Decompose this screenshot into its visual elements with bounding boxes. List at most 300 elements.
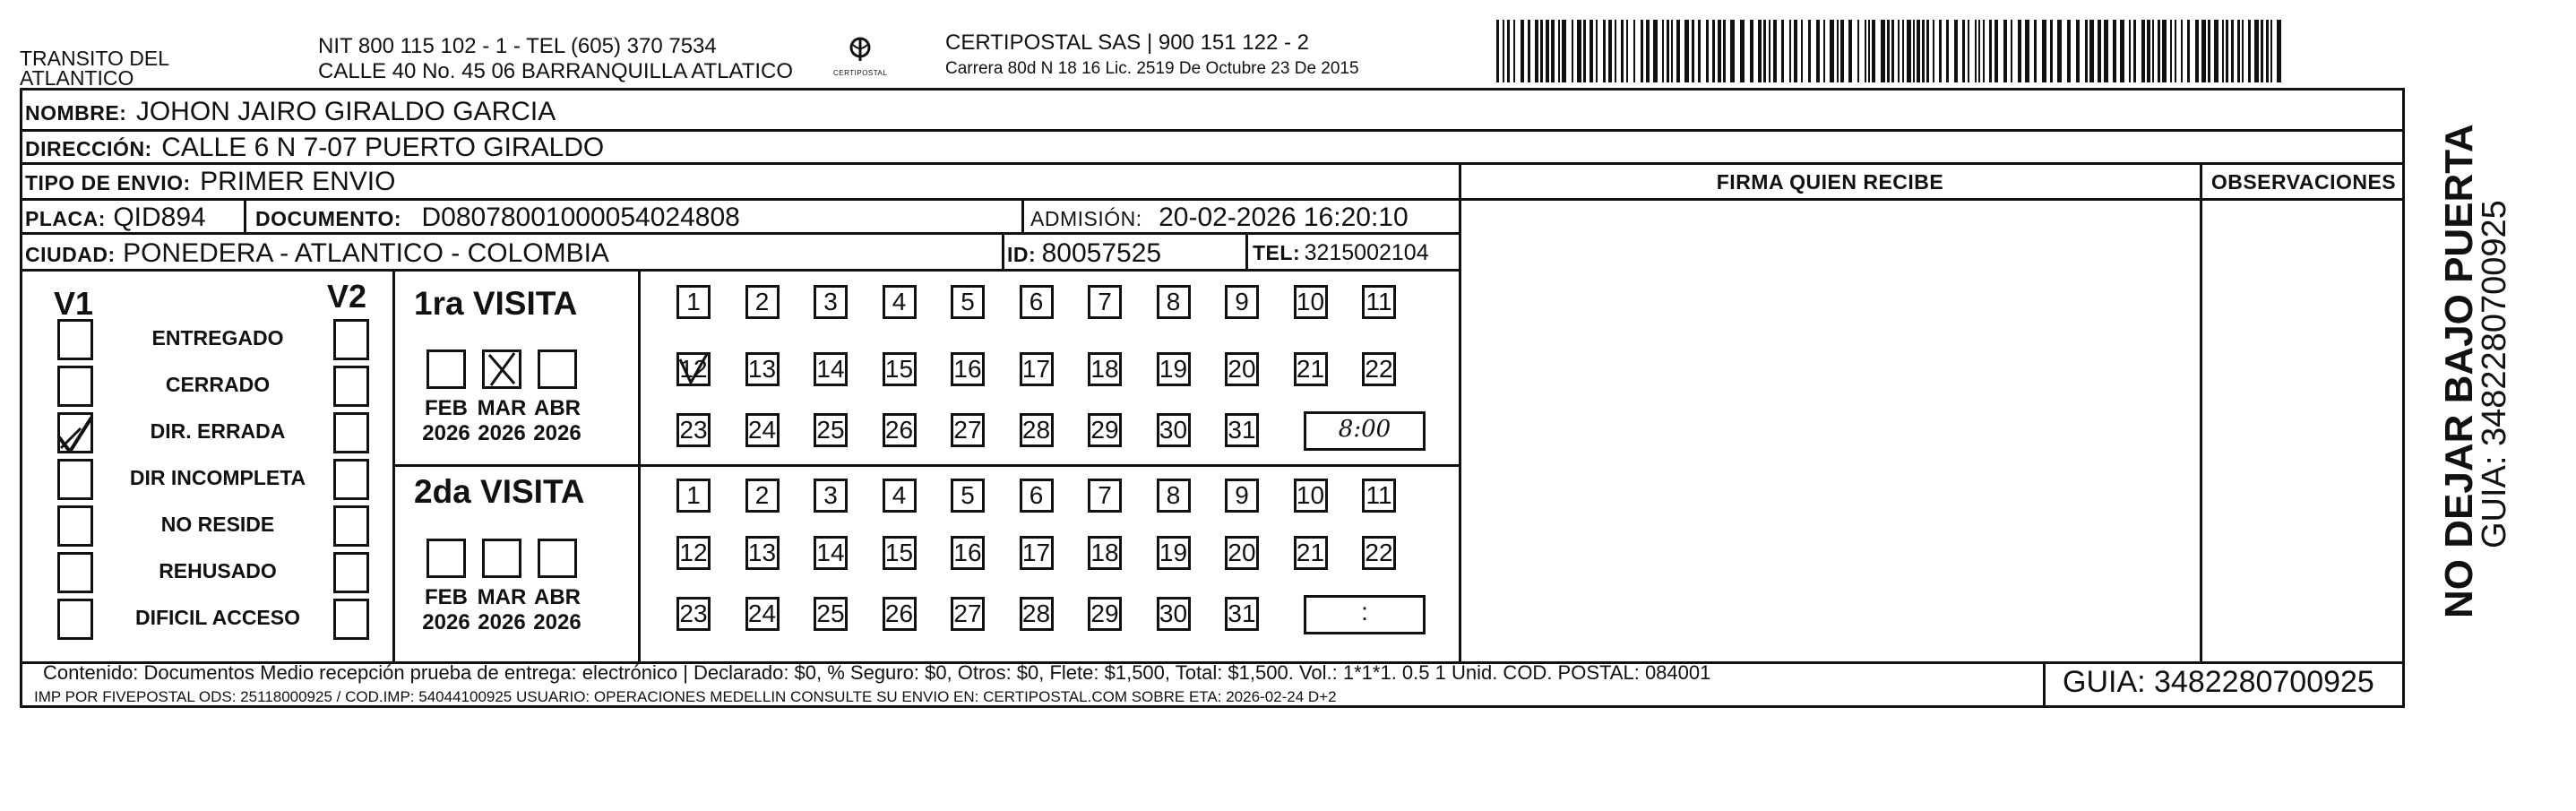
day-number: 18	[1090, 539, 1119, 566]
day-box[interactable]	[814, 479, 848, 513]
day-number: 30	[1159, 600, 1188, 627]
day-box[interactable]	[883, 285, 917, 319]
day-number: 10	[1296, 481, 1325, 509]
v1-checkbox[interactable]	[57, 366, 93, 407]
day-box[interactable]	[883, 597, 917, 631]
day-box[interactable]	[1225, 413, 1259, 447]
ciudad-label: CIUDAD:	[25, 243, 116, 266]
day-box[interactable]	[1294, 285, 1328, 319]
barcode-bar	[1698, 20, 1701, 82]
day-box[interactable]	[951, 285, 985, 319]
barcode-bar	[1608, 20, 1612, 82]
id-field	[1007, 238, 1161, 269]
day-box[interactable]	[883, 413, 917, 447]
month-checkbox[interactable]	[426, 349, 466, 389]
barcode-bar	[1621, 20, 1624, 82]
no-dejar-bajo-puerta: NO DEJAR BAJO PUERTA	[2437, 124, 2481, 618]
day-box[interactable]	[951, 597, 985, 631]
day-box[interactable]	[1020, 285, 1054, 319]
barcode-bar	[1528, 20, 1530, 82]
barcode-bar	[1572, 20, 1573, 82]
day-box[interactable]	[1157, 479, 1191, 513]
barcode-bar	[1865, 20, 1866, 82]
day-box[interactable]	[1020, 479, 1054, 513]
day-number: 10	[1296, 288, 1325, 315]
barcode-bar	[2231, 20, 2234, 82]
day-box[interactable]	[1362, 352, 1396, 386]
month-label	[530, 396, 584, 446]
barcode-bar	[2277, 20, 2281, 82]
barcode-bar	[1994, 20, 1998, 82]
day-number: 23	[679, 416, 708, 444]
barcode-bar	[1513, 20, 1515, 82]
barcode-bar	[1723, 20, 1726, 82]
day-box[interactable]	[883, 352, 917, 386]
admision-label: ADMISIÓN:	[1030, 207, 1142, 230]
day-box[interactable]	[1020, 352, 1054, 386]
barcode-bar	[1816, 20, 1820, 82]
barcode-bar	[2003, 20, 2007, 82]
day-box[interactable]	[883, 536, 917, 570]
barcode-bar	[2266, 20, 2269, 82]
barcode-bar	[1857, 20, 1859, 82]
day-box[interactable]	[1157, 536, 1191, 570]
day-box[interactable]	[676, 536, 711, 570]
nombre-label: NOMBRE:	[25, 101, 127, 125]
barcode-bar	[2195, 20, 2199, 82]
month-checkbox[interactable]	[482, 349, 521, 389]
month-name: MAR	[477, 585, 527, 609]
barcode-bar	[2170, 20, 2172, 82]
barcode-bar	[1626, 20, 1628, 82]
v1-checkbox[interactable]	[57, 552, 93, 593]
barcode-bar	[1769, 20, 1770, 82]
barcode-bar	[1872, 20, 1875, 82]
day-number: 23	[679, 600, 708, 627]
logo-icon	[833, 34, 887, 65]
issuer-address-line: CALLE 40 No. 45 06 BARRANQUILLA ATLATICO	[318, 59, 794, 83]
barcode-bar	[2242, 20, 2244, 82]
barcode-bar	[2237, 20, 2240, 82]
contenido-line: Contenido: Documentos Medio recepción prueba de entrega: electrónico | Declarado: $0, % Seguro: $0, Otros: $0, Flete: $1,500, Total: $1,500. Vol.: 1*1*1. 0.5 1 Unid. COD. POSTAL: 084001	[43, 661, 1711, 684]
month-checkbox[interactable]	[538, 539, 577, 578]
barcode-bar	[1558, 20, 1560, 82]
barcode-bar	[2042, 20, 2046, 82]
x-mark-icon	[482, 349, 521, 389]
day-number: 5	[961, 481, 975, 509]
day-box[interactable]	[676, 597, 711, 631]
day-number: 9	[1235, 481, 1249, 509]
day-number: 4	[892, 481, 907, 509]
barcode-bar	[1789, 20, 1791, 82]
barcode-bar	[1907, 20, 1911, 82]
barcode-bar	[1946, 20, 1949, 82]
barcode-bar	[1546, 20, 1549, 82]
month-name: MAR	[477, 396, 527, 420]
month-label	[475, 585, 529, 635]
check-mark-icon	[676, 352, 711, 386]
day-number: 18	[1090, 355, 1119, 383]
day-number: 13	[747, 355, 777, 383]
day-box[interactable]	[1088, 285, 1122, 319]
day-box[interactable]	[1020, 413, 1054, 447]
day-number: 11	[1366, 481, 1392, 509]
admision-field	[1030, 203, 1409, 233]
barcode-bar	[1730, 20, 1735, 82]
day-box[interactable]	[1225, 597, 1259, 631]
license-line: Carrera 80d N 18 16 Lic. 2519 De Octubre 23 De 2015	[945, 59, 1359, 78]
barcode-bar	[2187, 20, 2190, 82]
barcode-bar	[2214, 20, 2218, 82]
barcode-bar	[2104, 20, 2108, 82]
day-number: 21	[1296, 539, 1325, 566]
barcode-bar	[2067, 20, 2071, 82]
logo-caption: CERTIPOSTAL	[833, 69, 888, 77]
second-visit-title: 2da VISITA	[414, 473, 585, 510]
day-number: 14	[816, 539, 845, 566]
day-number: 25	[816, 600, 845, 627]
nit-phone-line: NIT 800 115 102 - 1 - TEL (605) 370 7534	[318, 34, 717, 58]
day-number: 13	[747, 539, 777, 566]
barcode-bar	[1562, 20, 1566, 82]
footer-guia: GUIA: 3482280700925	[2063, 665, 2374, 699]
v2-label: V2	[327, 278, 367, 315]
time-box[interactable]	[1304, 595, 1426, 634]
day-number: 6	[1029, 288, 1044, 315]
day-box[interactable]	[1294, 479, 1328, 513]
day-number: 1	[686, 481, 701, 509]
month-checkbox[interactable]	[426, 539, 466, 578]
tel-value: 3215002104	[1304, 240, 1429, 265]
v2-checkbox[interactable]	[333, 459, 369, 500]
day-number: 7	[1098, 481, 1112, 509]
day-number: 15	[884, 539, 914, 566]
day-box[interactable]	[1294, 352, 1328, 386]
time-value: 8:00	[1338, 416, 1391, 443]
v1-checkbox[interactable]	[57, 412, 93, 453]
barcode-bar	[1830, 20, 1834, 82]
day-box[interactable]	[814, 413, 848, 447]
day-number: 24	[747, 416, 777, 444]
day-number: 14	[816, 355, 845, 383]
barcode-bar	[1750, 20, 1753, 82]
barcode-bar	[1646, 20, 1650, 82]
day-number: 20	[1228, 539, 1256, 566]
barcode-bar	[2248, 20, 2251, 82]
v2-checkbox[interactable]	[333, 505, 369, 547]
day-box[interactable]	[1362, 479, 1396, 513]
tipo-envio-value: PRIMER ENVIO	[200, 167, 396, 196]
day-box[interactable]	[951, 352, 985, 386]
day-box[interactable]	[951, 413, 985, 447]
barcode-bar	[2076, 20, 2080, 82]
day-box[interactable]	[814, 285, 848, 319]
barcode-bar	[1891, 20, 1894, 82]
barcode-bar	[1676, 20, 1680, 82]
status-label: ENTREGADO	[151, 326, 284, 349]
tel-field	[1253, 240, 1429, 266]
barcode-bar	[1887, 20, 1890, 82]
first-visit-title: 1ra VISITA	[414, 285, 578, 322]
barcode-bar	[2226, 20, 2228, 82]
day-number: 16	[953, 539, 982, 566]
status-label: NO RESIDE	[160, 513, 275, 536]
day-number: 2	[754, 288, 770, 315]
direccion-value: CALLE 6 N 7-07 PUERTO GIRALDO	[161, 133, 605, 162]
barcode-bar	[1758, 20, 1762, 82]
month-year: 2026	[478, 610, 526, 634]
barcode-bar	[1975, 20, 1977, 82]
barcode-bar	[2147, 20, 2150, 82]
month-label	[530, 585, 584, 635]
day-box[interactable]	[745, 536, 780, 570]
barcode-bar	[1503, 20, 1504, 82]
barcode-bar	[1641, 20, 1643, 82]
status-label: REHUSADO	[159, 559, 277, 582]
barcode-bar	[2152, 20, 2154, 82]
barcode-bar	[2201, 20, 2206, 82]
month-checkbox[interactable]	[538, 349, 577, 389]
day-box[interactable]	[745, 352, 780, 386]
time-box[interactable]	[1304, 411, 1426, 451]
day-number: 17	[1021, 539, 1051, 566]
barcode-bar	[1933, 20, 1934, 82]
issuer-name-line2: ATLANTICO	[20, 66, 134, 90]
day-box[interactable]	[745, 479, 780, 513]
day-number: 3	[823, 288, 838, 315]
day-box[interactable]	[1088, 479, 1122, 513]
day-number: 29	[1090, 600, 1119, 627]
side-guia: GUIA: 3482280700925	[2476, 200, 2513, 548]
barcode-bar	[2129, 20, 2131, 82]
id-value: 80057525	[1041, 238, 1162, 268]
month-year: 2026	[533, 421, 582, 445]
month-label	[419, 585, 473, 635]
month-name: FEB	[425, 585, 468, 609]
barcode-bar	[1962, 20, 1965, 82]
barcode-bar	[1653, 20, 1658, 82]
day-box[interactable]	[1362, 536, 1396, 570]
barcode-bar	[1902, 20, 1904, 82]
day-box[interactable]	[883, 479, 917, 513]
month-checkbox[interactable]	[482, 539, 521, 578]
documento-field	[255, 203, 740, 233]
barcode-bar	[1983, 20, 1985, 82]
barcode-bar	[1968, 20, 1969, 82]
tel-label: TEL:	[1253, 241, 1301, 264]
day-box[interactable]	[1020, 536, 1054, 570]
day-box[interactable]	[1088, 413, 1122, 447]
ciudad-field	[25, 238, 609, 269]
day-number: 28	[1021, 600, 1051, 627]
day-box[interactable]	[745, 285, 780, 319]
day-box[interactable]	[745, 413, 780, 447]
v1-checkbox[interactable]	[57, 599, 93, 640]
day-number: 25	[816, 416, 845, 444]
month-name: ABR	[534, 585, 581, 609]
day-number: 22	[1365, 539, 1393, 566]
tipo-envio-field	[25, 167, 395, 197]
v1-checkbox[interactable]	[57, 505, 93, 547]
id-label: ID:	[1007, 243, 1037, 266]
barcode-bar	[1667, 20, 1669, 82]
day-number: 8	[1166, 288, 1181, 315]
v2-checkbox[interactable]	[333, 552, 369, 593]
day-number: 17	[1021, 355, 1051, 383]
day-number: 20	[1228, 355, 1256, 383]
nombre-field	[25, 97, 556, 127]
barcode-bar	[1989, 20, 1992, 82]
day-box[interactable]	[1157, 352, 1191, 386]
barcode-bar	[2141, 20, 2145, 82]
day-number: 22	[1365, 355, 1393, 383]
barcode-bar	[1718, 20, 1721, 82]
v2-checkbox[interactable]	[333, 412, 369, 453]
day-number: 1	[686, 288, 701, 315]
day-box[interactable]	[1157, 597, 1191, 631]
barcode	[1496, 20, 2285, 82]
barcode-bar	[1596, 20, 1598, 82]
day-box[interactable]	[1020, 597, 1054, 631]
day-number: 6	[1029, 481, 1044, 509]
barcode-bar	[1507, 20, 1510, 82]
barcode-bar	[2113, 20, 2116, 82]
barcode-bar	[2050, 20, 2053, 82]
barcode-bar	[2133, 20, 2136, 82]
day-box[interactable]	[745, 597, 780, 631]
month-year: 2026	[422, 421, 470, 445]
placa-field	[25, 203, 206, 233]
barcode-bar	[1823, 20, 1825, 82]
barcode-bar	[2158, 20, 2160, 82]
barcode-bar	[2034, 20, 2037, 82]
status-label: DIFICIL ACCESO	[134, 606, 300, 629]
barcode-bar	[1837, 20, 1839, 82]
day-box[interactable]	[1225, 536, 1259, 570]
day-number: 3	[823, 481, 838, 509]
barcode-bar	[2162, 20, 2167, 82]
day-box[interactable]	[814, 597, 848, 631]
day-box[interactable]	[1362, 285, 1396, 319]
barcode-bar	[2057, 20, 2062, 82]
barcode-bar	[1781, 20, 1784, 82]
day-number: 26	[884, 416, 914, 444]
barcode-bar	[1692, 20, 1694, 82]
barcode-bar	[1740, 20, 1745, 82]
day-box[interactable]	[1157, 413, 1191, 447]
status-label: DIR INCOMPLETA	[129, 466, 306, 489]
barcode-bar	[1684, 20, 1689, 82]
v2-checkbox[interactable]	[333, 366, 369, 407]
day-box[interactable]	[814, 352, 848, 386]
day-box[interactable]	[1088, 536, 1122, 570]
barcode-bar	[1590, 20, 1593, 82]
day-box[interactable]	[676, 352, 711, 386]
month-label	[419, 396, 473, 446]
time-value: :	[1361, 598, 1368, 626]
day-number: 8	[1166, 481, 1181, 509]
admision-value: 20-02-2026 16:20:10	[1159, 203, 1409, 232]
placa-value: QID894	[113, 203, 206, 232]
day-box[interactable]	[1225, 352, 1259, 386]
month-label	[475, 396, 529, 446]
barcode-bar	[1496, 20, 1499, 82]
day-number: 24	[747, 600, 777, 627]
barcode-bar	[1922, 20, 1925, 82]
barcode-bar	[2120, 20, 2124, 82]
barcode-bar	[2222, 20, 2224, 82]
barcode-bar	[2208, 20, 2210, 82]
day-box[interactable]	[1088, 597, 1122, 631]
day-box[interactable]	[1225, 285, 1259, 319]
barcode-bar	[1881, 20, 1885, 82]
day-box[interactable]	[676, 285, 711, 319]
barcode-bar	[1913, 20, 1915, 82]
barcode-bar	[2018, 20, 2021, 82]
barcode-bar	[2089, 20, 2094, 82]
day-number: 19	[1159, 355, 1188, 383]
day-box[interactable]	[1294, 536, 1328, 570]
barcode-bar	[1840, 20, 1844, 82]
barcode-bar	[2261, 20, 2263, 82]
firma-header: FIRMA QUIEN RECIBE	[1716, 170, 1944, 194]
day-box[interactable]	[676, 413, 711, 447]
ciudad-value: PONEDERA - ATLANTICO - COLOMBIA	[123, 238, 609, 268]
v2-checkbox[interactable]	[333, 319, 369, 360]
month-name: ABR	[534, 396, 581, 420]
v1-checkbox[interactable]	[57, 319, 93, 360]
day-number: 26	[884, 600, 914, 627]
barcode-bar	[2181, 20, 2183, 82]
day-box[interactable]	[951, 536, 985, 570]
barcode-bar	[1773, 20, 1777, 82]
issuer-name-line1: TRANSITO DEL	[20, 47, 169, 70]
direccion-label: DIRECCIÓN:	[25, 137, 152, 160]
day-box[interactable]	[676, 479, 711, 513]
barcode-bar	[1603, 20, 1606, 82]
v1-checkbox[interactable]	[57, 459, 93, 500]
barcode-bar	[1521, 20, 1524, 82]
day-number: 11	[1366, 288, 1392, 315]
day-number: 12	[679, 539, 708, 566]
barcode-bar	[2025, 20, 2029, 82]
day-number: 16	[953, 355, 982, 383]
day-box[interactable]	[951, 479, 985, 513]
barcode-bar	[1615, 20, 1616, 82]
barcode-bar	[1939, 20, 1942, 82]
barcode-bar	[1535, 20, 1538, 82]
barcode-bar	[2011, 20, 2012, 82]
day-number: 28	[1021, 416, 1051, 444]
day-number: 15	[884, 355, 914, 383]
day-number: 9	[1235, 288, 1249, 315]
day-box[interactable]	[1088, 352, 1122, 386]
day-box[interactable]	[1225, 479, 1259, 513]
barcode-bar	[1808, 20, 1811, 82]
barcode-bar	[2270, 20, 2272, 82]
barcode-bar	[1978, 20, 1980, 82]
barcode-bar	[1801, 20, 1803, 82]
month-year: 2026	[478, 421, 526, 445]
day-number: 2	[754, 481, 770, 509]
month-year: 2026	[533, 610, 582, 634]
day-box[interactable]	[1157, 285, 1191, 319]
company-line: CERTIPOSTAL SAS | 900 151 122 - 2	[945, 30, 1309, 55]
day-box[interactable]	[814, 536, 848, 570]
day-number: 12	[679, 355, 708, 383]
barcode-bar	[2254, 20, 2259, 82]
v2-checkbox[interactable]	[333, 599, 369, 640]
